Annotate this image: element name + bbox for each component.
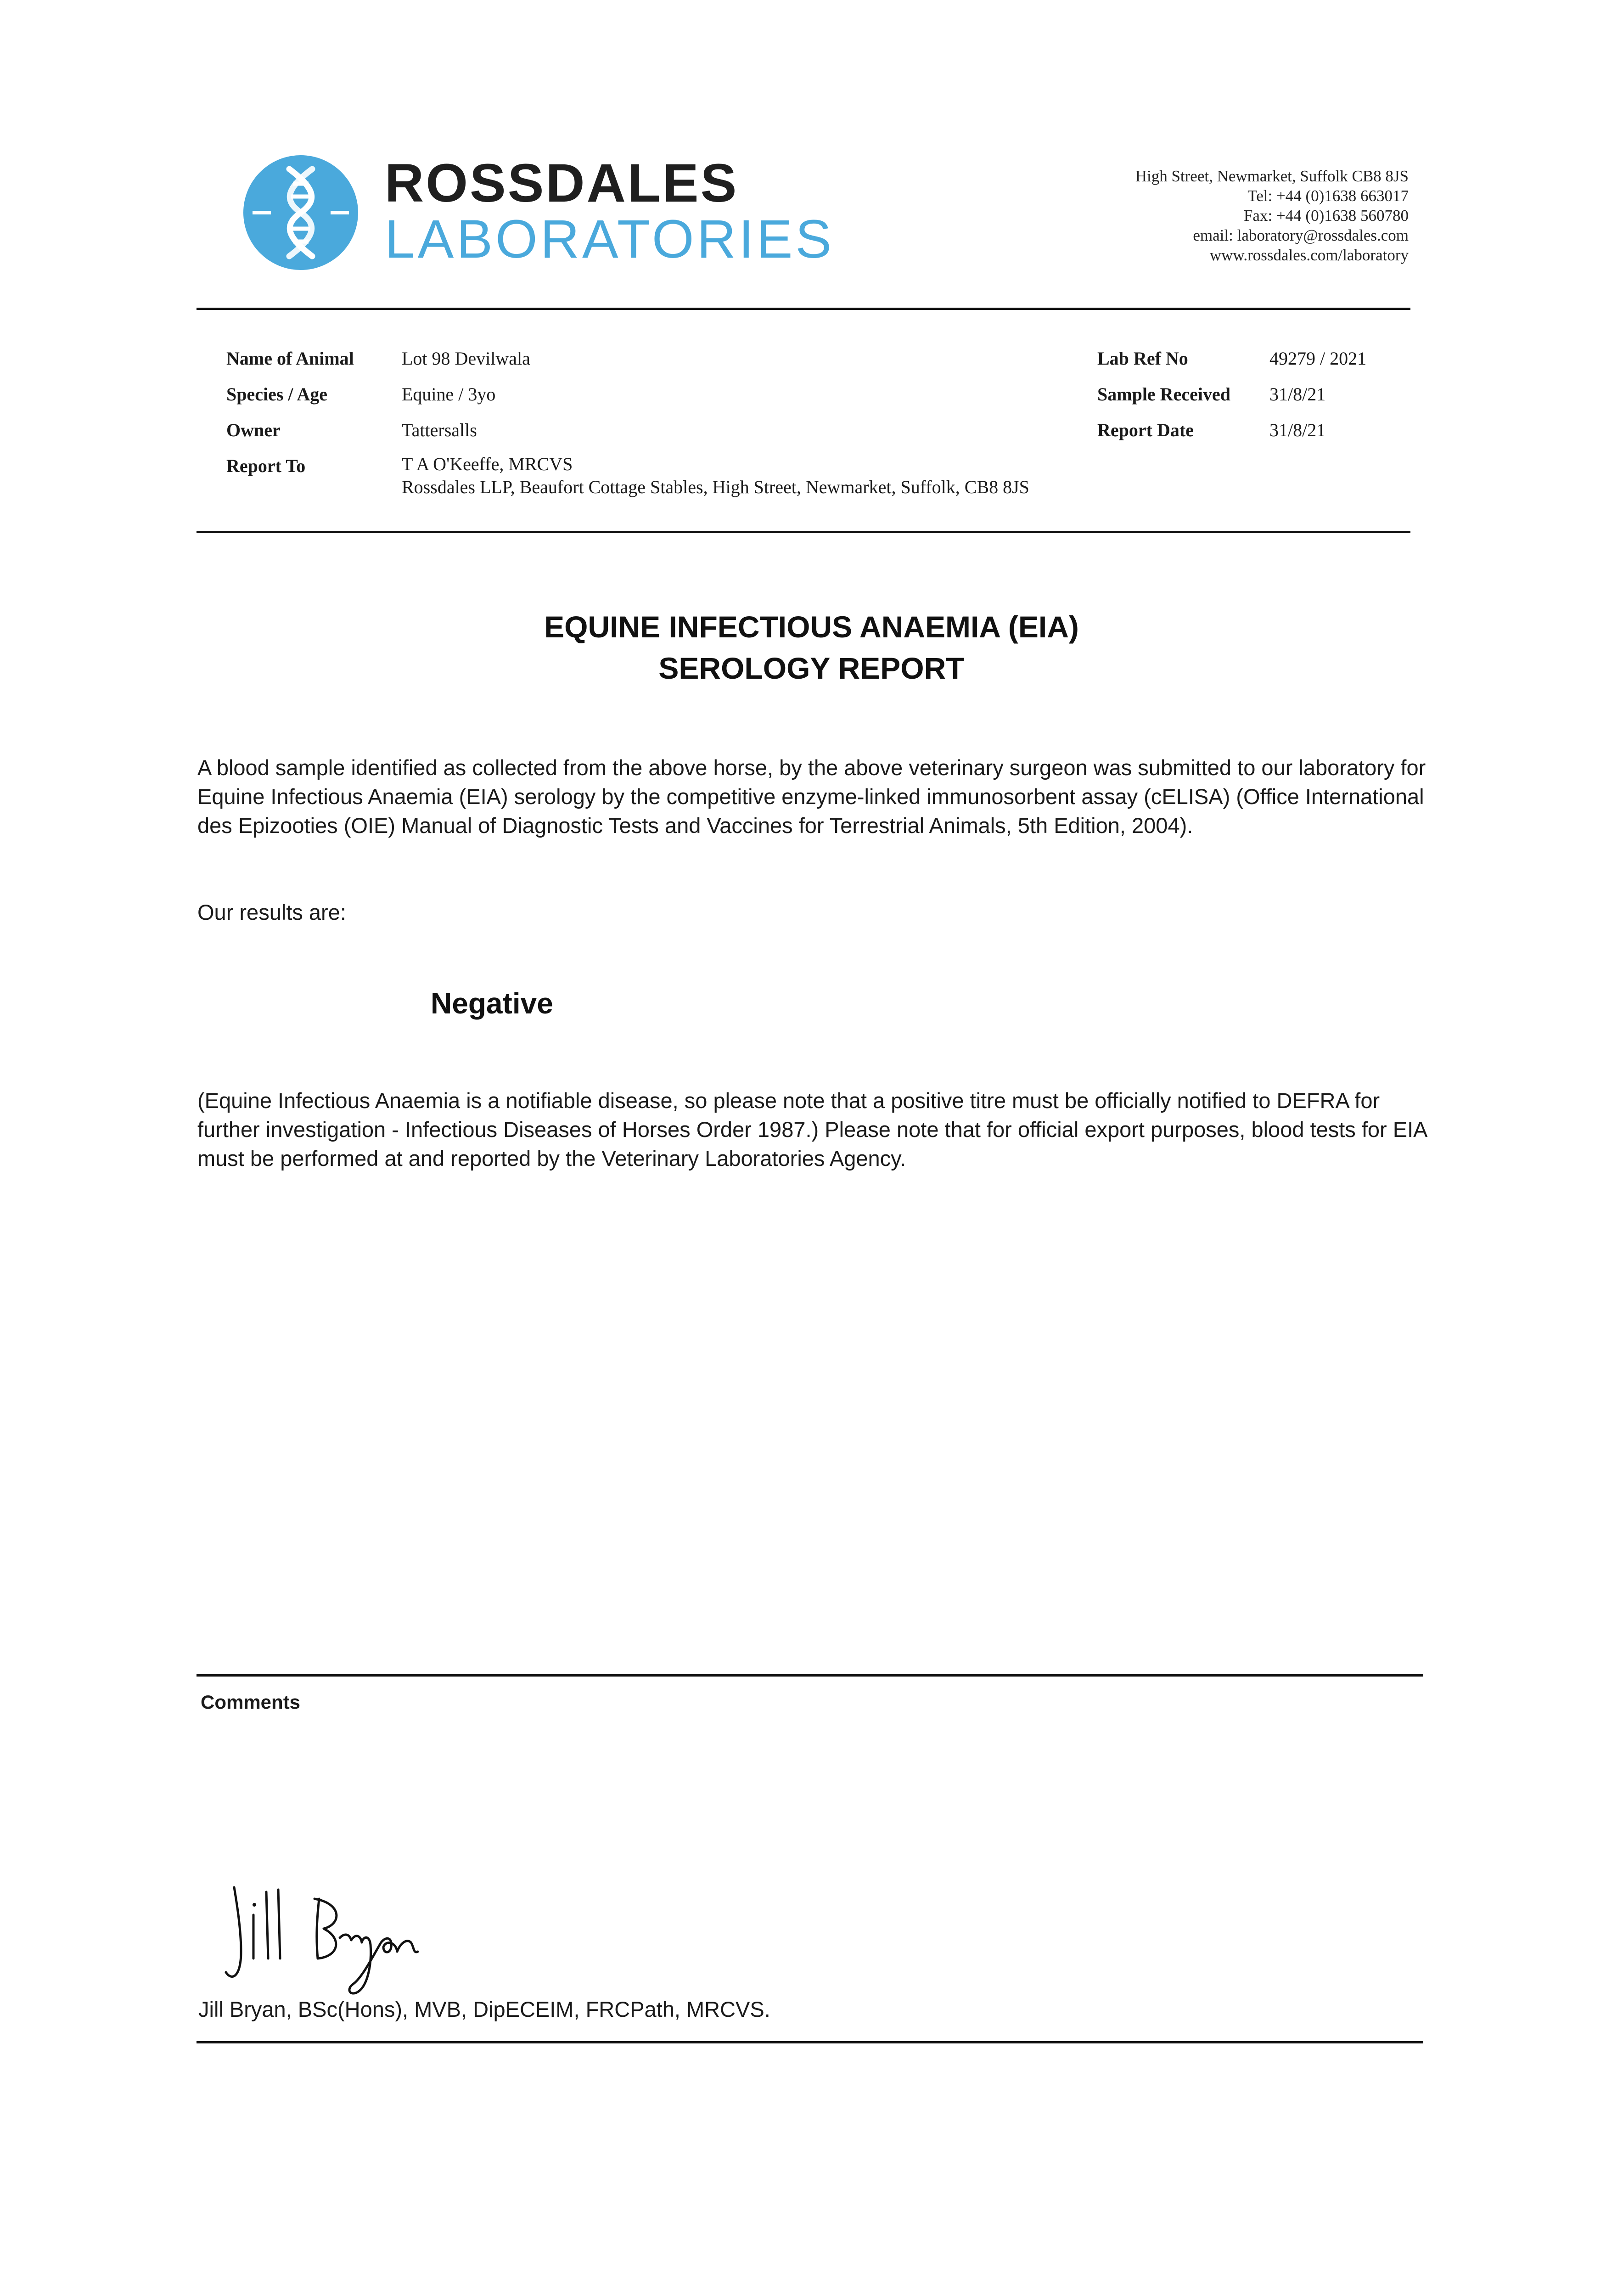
- label-report-to: Report To: [226, 456, 306, 476]
- value-report-to: [402, 453, 1029, 499]
- details-divider: [197, 531, 1410, 533]
- contact-web: www.rossdales.com/laboratory: [1209, 246, 1409, 264]
- result-value: Negative: [431, 987, 553, 1020]
- contact-address: High Street, Newmarket, Suffolk CB8 8JS: [1135, 167, 1409, 185]
- label-owner: Owner: [226, 420, 281, 440]
- value-species-age: Equine / 3yo: [402, 384, 496, 405]
- value-sample-received: 31/8/21: [1269, 384, 1326, 405]
- intro-paragraph: A blood sample identified as collected from the above horse, by the above veterinary surgeon was submitted to our laboratory for Equine Infectious Anaemia (EIA) serology by the competitive enzyme-linked immunosorbent assay (cELISA) (Office International des Epizooties (OIE) Manual of Diagnostic Tests and Vaccines for Terrestrial Animals, 5th Edition, 2004).: [197, 755, 1426, 838]
- dna-helix-icon: [243, 155, 358, 270]
- value-name-of-animal: Lot 98 Devilwala: [402, 348, 530, 369]
- value-owner: Tattersalls: [402, 420, 477, 440]
- signatory-credentials: Jill Bryan, BSc(Hons), MVB, DipECEIM, FRCPath, MRCVS.: [198, 1997, 770, 2021]
- report-to-vet: T A O'Keeffe, MRCVS: [402, 454, 573, 474]
- report-title-line1: EQUINE INFECTIOUS ANAEMIA (EIA): [544, 610, 1079, 644]
- results-intro: Our results are:: [197, 900, 346, 924]
- contact-block: [995, 166, 1409, 265]
- brand-subtitle: LABORATORIES: [385, 209, 835, 270]
- value-lab-ref: 49279 / 2021: [1269, 348, 1367, 369]
- contact-fax: Fax: +44 (0)1638 560780: [1243, 207, 1409, 225]
- contact-tel: Tel: +44 (0)1638 663017: [1247, 187, 1409, 205]
- signature: [216, 1860, 473, 2007]
- header-divider: [197, 308, 1410, 310]
- details-right-values: [1269, 341, 1366, 448]
- details-left-labels: [226, 341, 354, 484]
- label-report-date: Report Date: [1097, 420, 1194, 440]
- report-title: [0, 606, 1623, 689]
- brand-name: ROSSDALES: [385, 153, 739, 214]
- label-sample-received: Sample Received: [1097, 384, 1230, 405]
- notifiable-note: (Equine Infectious Anaemia is a notifiable disease, so please note that a positive titre must be officially notified to DEFRA for further investigation - Infectious Diseases of Horses Order 1987.) Please note that for official export purposes, blood tests for EIA must be performed at and reported by the Veterinary Laboratories Agency.: [197, 1088, 1426, 1171]
- comments-label: Comments: [201, 1691, 301, 1713]
- contact-email: email: laboratory@rossdales.com: [1193, 226, 1409, 244]
- footer-divider: [197, 2041, 1423, 2043]
- label-name-of-animal: Name of Animal: [226, 348, 354, 369]
- label-species-age: Species / Age: [226, 384, 327, 405]
- comments-divider: [197, 1674, 1423, 1677]
- label-lab-ref: Lab Ref No: [1097, 348, 1188, 369]
- report-title-line2: SEROLOGY REPORT: [658, 651, 965, 685]
- report-to-address: Rossdales LLP, Beaufort Cottage Stables, High Street, Newmarket, Suffolk, CB8 8JS: [402, 477, 1029, 497]
- details-left-values: [402, 341, 530, 448]
- details-right-labels: [1097, 341, 1230, 448]
- value-report-date: 31/8/21: [1269, 420, 1326, 440]
